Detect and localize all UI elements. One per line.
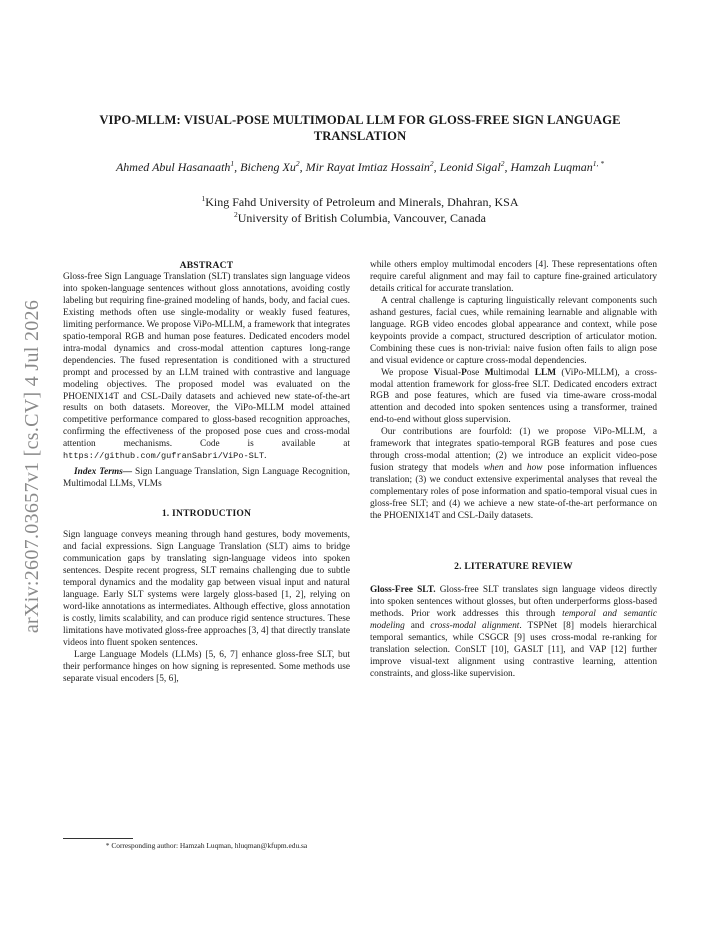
author-mark: 1, *	[592, 159, 605, 168]
left-column	[63, 260, 350, 686]
footnote-divider	[63, 838, 133, 839]
index-terms: Index Terms— Sign Language Translation, Sign Language Recognition, Multimodal LLMs, VLMs	[63, 467, 350, 490]
contributions-paragraph: Our contributions are fourfold: (1) we propose ViPo-MLLM, a framework that integrates spatio-temporal RGB features and pose cues through cross-modal attention; (2) we introduce an explicit video-pose fusion strategy that models when and how pose information influences translation; (3) we conduct extensive experimental analyses that reveal the complementary roles of pose information and spatio-temporal visual cues in gloss-free SLT; and (4) we achieve a new state-of-the-art performance on the PHOENIX14T and CSL-Daily datasets.	[370, 427, 657, 522]
paper-title: VIPO-MLLM: VISUAL-POSE MULTIMODAL LLM FOR GLOSS-FREE SIGN LANGUAGE TRANSLATION	[99, 113, 621, 143]
model-name: Visual-Pose Multimodal LLM	[433, 367, 557, 378]
author-mark: 2	[500, 159, 505, 168]
code-link[interactable]: https://github.com/gufranSabri/ViPo-SLT	[63, 451, 265, 462]
lit-subheading: Gloss-Free SLT.	[370, 584, 436, 595]
intro-paragraph: Sign language conveys meaning through hand gestures, body movements, and facial expressions. Sign Language Translation (SLT) aims to bridge communication gaps by translating sign-language videos into spoken sentences. Despite recent progress, SLT remains challenging due to subtle temporal dynamics and the modality gap between visual input and natural language. Early SLT systems were largely gloss-based [1, 2], relying on word-like annotations as intermediates. Although effective, gloss annotation is costly, limits scalability, and can produce rigid sentence structures. These limitations have motivated gloss-free approaches [3, 4] that directly translate videos into fluent spoken sentences.	[63, 530, 350, 648]
affiliations	[60, 194, 660, 226]
author: Bicheng Xu	[240, 160, 296, 174]
intro-paragraph: We propose Visual-Pose Multimodal LLM (ViPo-MLLM), a cross-modal attention framework for gloss-free SLT. Dedicated encoders extract RGB and pose features, which are fused via time-aware cross-modal attention and decoded into spoken sentences using a transformer, trained end-to-end without gloss supervision.	[370, 367, 658, 426]
lit-paragraph: Gloss-Free SLT. Gloss-free SLT translates sign language videos directly into spoken sentences without glosses, but often underperforms gloss-based methods. Prior work addresses this through temporal and semantic modeling and cross-modal alignment. TSPNet [8] models hierarchical temporal semantics, while CSGCR [9] uses cross-modal re-ranking for translation selection. ConSLT [10], GASLT [11], and VAP [12] further improve visual-text alignment using contrastive learning, attention constraints, and gloss-like supervision.	[370, 584, 658, 679]
footnote: * Corresponding author: Hamzah Luqman, hluqman@kfupm.edu.sa	[105, 841, 308, 850]
affiliation: $^2$University of British Columbia, Vancouver, Canada	[233, 210, 486, 225]
index-terms-label: Index Terms—	[74, 467, 133, 478]
abstract-heading: ABSTRACT	[179, 260, 234, 271]
affiliation-mark: 1	[201, 194, 206, 203]
lit-heading: 2. LITERATURE REVIEW	[454, 560, 573, 572]
author: Hamzah Luqman	[510, 160, 593, 174]
affiliation-mark: 2	[233, 210, 238, 219]
intro-paragraph: A central challenge is capturing linguistically relevant components such ashand gestures, facial cues, while remaining learnable and alignable with language. RGB video encodes global appearance and context, while pose keypoints provide a compact, structured description of articulator motion. Combining these cues is non-trivial: naive fusion often fails to align pose and visual evidence or capture cross-modal dependencies.	[370, 295, 657, 366]
affiliation: $^1$King Fahd University of Petroleum and Minerals, Dhahran, KSA	[201, 194, 519, 209]
author: Leonid Sigal	[439, 160, 501, 174]
intro-paragraph-continued: while others employ multimodal encoders [4]. These representations often require careful alignment and may fail to capture fine-grained articulatory details critical for accurate translation.	[370, 260, 657, 294]
right-column	[370, 260, 657, 681]
abstract-text: Gloss-free Sign Language Translation (SLT) translates sign language videos into spoken-language sentences without gloss annotations, avoiding costly labeling but requiring fine-grained modeling of hands, body, and facial cues. Existing methods often use single-modality or weakly fused features, limiting performance. We propose ViPo-MLLM, a framework that integrates spatio-temporal RGB and human pose features. Dedicated encoders model intra-modal dynamics and cross-modal attention captures long-range dependencies. The fused representation is conditioned with a structured prompt and processed by an LLM trained with contrastive and language modeling objectives. The proposed model was evaluated on the PHOENIX14T and CSL-Daily datasets and achieved new state-of-the-art results on both datasets. Moreover, the ViPo-MLLM model attained competitive performance compared to gloss-based recognition approaches, confirming the effectiveness of the proposed pose cues and cross-modal attention mechanisms. Code is available at https://github.com/gufranSabri/ViPo-SLT.	[63, 272, 350, 462]
author-mark: 2	[295, 159, 300, 168]
author: Ahmed Abul Hasanaath	[115, 160, 231, 174]
intro-paragraph: Large Language Models (LLMs) [5, 6, 7] enhance gloss-free SLT, but their performance hinges on how signing is represented. Some methods use separate visual encoders [5, 6],	[63, 649, 350, 684]
arxiv-id-text: arXiv:2607.03657v1 [cs.CV] 4 Jul 2026	[21, 299, 44, 633]
author-mark: 2	[429, 159, 434, 168]
author-list: Ahmed Abul Hasanaath$^1$, Bicheng Xu$^2$, Mir Rayat Imtiaz Hossain$^2$, Leonid Sigal$^2$, Hamzah Luqman$^{1, *}$	[115, 159, 605, 174]
author: Mir Rayat Imtiaz Hossain	[305, 160, 430, 174]
intro-heading: 1. INTRODUCTION	[161, 508, 252, 520]
author-mark: 1	[230, 159, 235, 168]
arxiv-identifier	[20, 266, 46, 666]
